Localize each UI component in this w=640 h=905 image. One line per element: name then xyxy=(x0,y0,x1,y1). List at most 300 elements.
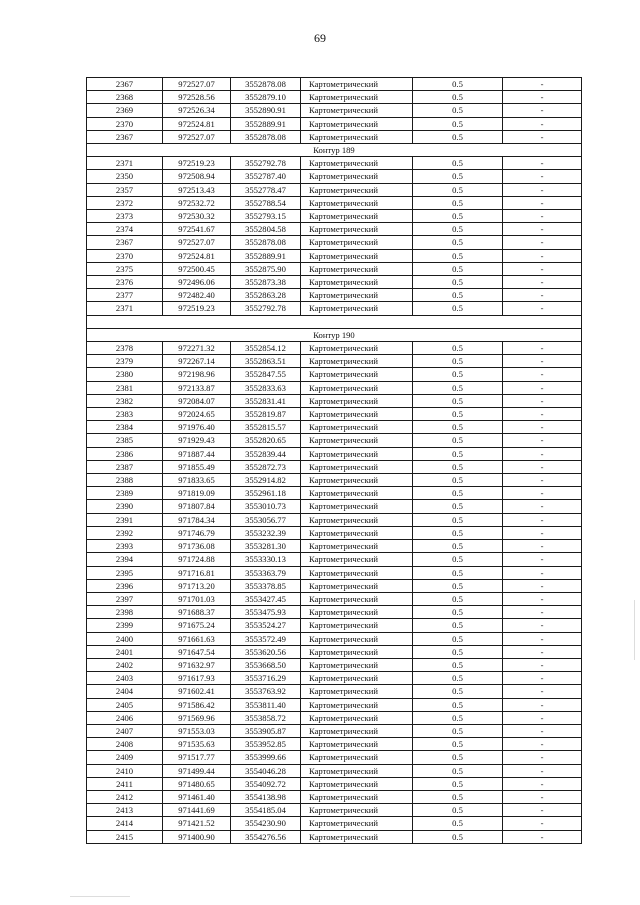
x-coordinate-cell: 972500.45 xyxy=(163,262,231,275)
accuracy-cell: 0.5 xyxy=(413,249,503,262)
x-coordinate-cell: 972528.56 xyxy=(163,91,231,104)
method-cell: Картометрический xyxy=(301,368,413,381)
x-coordinate-cell: 972271.32 xyxy=(163,342,231,355)
note-cell: - xyxy=(503,394,582,407)
method-cell: Картометрический xyxy=(301,130,413,143)
point-number-cell: 2415 xyxy=(87,830,163,843)
point-number-cell: 2372 xyxy=(87,196,163,209)
accuracy-cell: 0.5 xyxy=(413,408,503,421)
point-number-cell: 2357 xyxy=(87,183,163,196)
x-coordinate-cell: 971480.65 xyxy=(163,777,231,790)
accuracy-cell: 0.5 xyxy=(413,632,503,645)
accuracy-cell: 0.5 xyxy=(413,764,503,777)
x-coordinate-cell: 971441.69 xyxy=(163,804,231,817)
point-number-cell: 2391 xyxy=(87,513,163,526)
y-coordinate-cell: 3553668.50 xyxy=(231,658,301,671)
y-coordinate-cell: 3552879.10 xyxy=(231,91,301,104)
y-coordinate-cell: 3552914.82 xyxy=(231,474,301,487)
accuracy-cell: 0.5 xyxy=(413,210,503,223)
note-cell: - xyxy=(503,764,582,777)
accuracy-cell: 0.5 xyxy=(413,526,503,539)
table-row xyxy=(87,579,582,592)
note-cell: - xyxy=(503,513,582,526)
note-cell: - xyxy=(503,262,582,275)
y-coordinate-cell: 3553056.77 xyxy=(231,513,301,526)
table-row xyxy=(87,302,582,315)
x-coordinate-cell: 971746.79 xyxy=(163,526,231,539)
x-coordinate-cell: 971400.90 xyxy=(163,830,231,843)
accuracy-cell: 0.5 xyxy=(413,434,503,447)
y-coordinate-cell: 3553010.73 xyxy=(231,500,301,513)
note-cell: - xyxy=(503,474,582,487)
x-coordinate-cell: 971688.37 xyxy=(163,606,231,619)
note-cell: - xyxy=(503,170,582,183)
point-number-cell: 2392 xyxy=(87,526,163,539)
y-coordinate-cell: 3552854.12 xyxy=(231,342,301,355)
note-cell: - xyxy=(503,553,582,566)
x-coordinate-cell: 971855.49 xyxy=(163,460,231,473)
x-coordinate-cell: 971617.93 xyxy=(163,672,231,685)
note-cell: - xyxy=(503,751,582,764)
x-coordinate-cell: 972496.06 xyxy=(163,276,231,289)
method-cell: Картометрический xyxy=(301,276,413,289)
y-coordinate-cell: 3552788.54 xyxy=(231,196,301,209)
accuracy-cell: 0.5 xyxy=(413,91,503,104)
accuracy-cell: 0.5 xyxy=(413,262,503,275)
method-cell: Картометрический xyxy=(301,500,413,513)
note-cell: - xyxy=(503,526,582,539)
note-cell: - xyxy=(503,78,582,91)
method-cell: Картометрический xyxy=(301,526,413,539)
method-cell: Картометрический xyxy=(301,632,413,645)
method-cell: Картометрический xyxy=(301,804,413,817)
x-coordinate-cell: 971647.54 xyxy=(163,645,231,658)
y-coordinate-cell: 3553716.29 xyxy=(231,672,301,685)
y-coordinate-cell: 3552847.55 xyxy=(231,368,301,381)
point-number-cell: 2370 xyxy=(87,117,163,130)
accuracy-cell: 0.5 xyxy=(413,170,503,183)
point-number-cell: 2384 xyxy=(87,421,163,434)
note-cell: - xyxy=(503,117,582,130)
table-row xyxy=(87,724,582,737)
accuracy-cell: 0.5 xyxy=(413,553,503,566)
point-number-cell: 2368 xyxy=(87,91,163,104)
y-coordinate-cell: 3553811.40 xyxy=(231,698,301,711)
accuracy-cell: 0.5 xyxy=(413,223,503,236)
scan-speck xyxy=(70,896,130,897)
method-cell: Картометрический xyxy=(301,91,413,104)
y-coordinate-cell: 3552793.15 xyxy=(231,210,301,223)
note-cell: - xyxy=(503,183,582,196)
method-cell: Картометрический xyxy=(301,817,413,830)
x-coordinate-cell: 971661.63 xyxy=(163,632,231,645)
point-number-cell: 2393 xyxy=(87,540,163,553)
table-row xyxy=(87,104,582,117)
point-number-cell: 2411 xyxy=(87,777,163,790)
y-coordinate-cell: 3552878.08 xyxy=(231,236,301,249)
x-coordinate-cell: 971675.24 xyxy=(163,619,231,632)
y-coordinate-cell: 3553524.27 xyxy=(231,619,301,632)
table-row xyxy=(87,751,582,764)
note-cell: - xyxy=(503,711,582,724)
accuracy-cell: 0.5 xyxy=(413,276,503,289)
x-coordinate-cell: 971713.20 xyxy=(163,579,231,592)
note-cell: - xyxy=(503,104,582,117)
y-coordinate-cell: 3552804.58 xyxy=(231,223,301,236)
y-coordinate-cell: 3553330.13 xyxy=(231,553,301,566)
y-coordinate-cell: 3552778.47 xyxy=(231,183,301,196)
y-coordinate-cell: 3552820.65 xyxy=(231,434,301,447)
note-cell: - xyxy=(503,672,582,685)
x-coordinate-cell: 971632.97 xyxy=(163,658,231,671)
point-number-cell: 2383 xyxy=(87,408,163,421)
accuracy-cell: 0.5 xyxy=(413,751,503,764)
accuracy-cell: 0.5 xyxy=(413,592,503,605)
accuracy-cell: 0.5 xyxy=(413,381,503,394)
page-number: 69 xyxy=(314,31,326,45)
x-coordinate-cell: 971701.03 xyxy=(163,592,231,605)
y-coordinate-cell: 3552819.87 xyxy=(231,408,301,421)
y-coordinate-cell: 3552878.08 xyxy=(231,78,301,91)
x-coordinate-cell: 971535.63 xyxy=(163,738,231,751)
x-coordinate-cell: 972524.81 xyxy=(163,117,231,130)
method-cell: Картометрический xyxy=(301,249,413,262)
method-cell: Картометрический xyxy=(301,394,413,407)
x-coordinate-cell: 972513.43 xyxy=(163,183,231,196)
y-coordinate-cell: 3552839.44 xyxy=(231,447,301,460)
x-coordinate-cell: 972524.81 xyxy=(163,249,231,262)
method-cell: Картометрический xyxy=(301,289,413,302)
table-row xyxy=(87,249,582,262)
note-cell: - xyxy=(503,210,582,223)
method-cell: Картометрический xyxy=(301,196,413,209)
point-number-cell: 2371 xyxy=(87,302,163,315)
table-row xyxy=(87,342,582,355)
method-cell: Картометрический xyxy=(301,619,413,632)
x-coordinate-cell: 972530.32 xyxy=(163,210,231,223)
point-number-cell: 2406 xyxy=(87,711,163,724)
y-coordinate-cell: 3554230.90 xyxy=(231,817,301,830)
table-row xyxy=(87,381,582,394)
y-coordinate-cell: 3553999.66 xyxy=(231,751,301,764)
coordinates-table xyxy=(86,77,582,844)
accuracy-cell: 0.5 xyxy=(413,183,503,196)
note-cell: - xyxy=(503,447,582,460)
table-row xyxy=(87,526,582,539)
x-coordinate-cell: 971833.65 xyxy=(163,474,231,487)
x-coordinate-cell: 971569.96 xyxy=(163,711,231,724)
note-cell: - xyxy=(503,830,582,843)
method-cell: Картометрический xyxy=(301,764,413,777)
method-cell: Картометрический xyxy=(301,460,413,473)
note-cell: - xyxy=(503,777,582,790)
accuracy-cell: 0.5 xyxy=(413,804,503,817)
table-row xyxy=(87,553,582,566)
y-coordinate-cell: 3552792.78 xyxy=(231,157,301,170)
note-cell: - xyxy=(503,724,582,737)
table-row xyxy=(87,487,582,500)
y-coordinate-cell: 3553952.85 xyxy=(231,738,301,751)
y-coordinate-cell: 3553232.39 xyxy=(231,526,301,539)
method-cell: Картометрический xyxy=(301,104,413,117)
method-cell: Картометрический xyxy=(301,210,413,223)
accuracy-cell: 0.5 xyxy=(413,474,503,487)
point-number-cell: 2399 xyxy=(87,619,163,632)
accuracy-cell: 0.5 xyxy=(413,513,503,526)
x-coordinate-cell: 971736.08 xyxy=(163,540,231,553)
y-coordinate-cell: 3552878.08 xyxy=(231,130,301,143)
table-row xyxy=(87,619,582,632)
x-coordinate-cell: 971976.40 xyxy=(163,421,231,434)
y-coordinate-cell: 3552833.63 xyxy=(231,381,301,394)
note-cell: - xyxy=(503,276,582,289)
table-row xyxy=(87,276,582,289)
method-cell: Картометрический xyxy=(301,236,413,249)
accuracy-cell: 0.5 xyxy=(413,685,503,698)
note-cell: - xyxy=(503,249,582,262)
note-cell: - xyxy=(503,685,582,698)
point-number-cell: 2398 xyxy=(87,606,163,619)
point-number-cell: 2382 xyxy=(87,394,163,407)
table-row xyxy=(87,804,582,817)
table-row xyxy=(87,592,582,605)
note-cell: - xyxy=(503,566,582,579)
note-cell: - xyxy=(503,579,582,592)
accuracy-cell: 0.5 xyxy=(413,196,503,209)
method-cell: Картометрический xyxy=(301,579,413,592)
table-row xyxy=(87,236,582,249)
point-number-cell: 2378 xyxy=(87,342,163,355)
point-number-cell: 2370 xyxy=(87,249,163,262)
table-row xyxy=(87,474,582,487)
table-row xyxy=(87,289,582,302)
x-coordinate-cell: 972519.23 xyxy=(163,157,231,170)
y-coordinate-cell: 3553363.79 xyxy=(231,566,301,579)
accuracy-cell: 0.5 xyxy=(413,289,503,302)
note-cell: - xyxy=(503,342,582,355)
contour-header-row xyxy=(87,144,582,157)
note-cell: - xyxy=(503,460,582,473)
table-row xyxy=(87,460,582,473)
point-number-cell: 2409 xyxy=(87,751,163,764)
note-cell: - xyxy=(503,592,582,605)
note-cell: - xyxy=(503,632,582,645)
y-coordinate-cell: 3552792.78 xyxy=(231,302,301,315)
point-number-cell: 2389 xyxy=(87,487,163,500)
point-number-cell: 2401 xyxy=(87,645,163,658)
x-coordinate-cell: 971461.40 xyxy=(163,790,231,803)
accuracy-cell: 0.5 xyxy=(413,579,503,592)
note-cell: - xyxy=(503,236,582,249)
y-coordinate-cell: 3552875.90 xyxy=(231,262,301,275)
note-cell: - xyxy=(503,223,582,236)
point-number-cell: 2407 xyxy=(87,724,163,737)
point-number-cell: 2412 xyxy=(87,790,163,803)
note-cell: - xyxy=(503,355,582,368)
table-row xyxy=(87,566,582,579)
table-row xyxy=(87,170,582,183)
note-cell: - xyxy=(503,606,582,619)
table-row xyxy=(87,262,582,275)
x-coordinate-cell: 971553.03 xyxy=(163,724,231,737)
x-coordinate-cell: 972024.65 xyxy=(163,408,231,421)
y-coordinate-cell: 3553427.45 xyxy=(231,592,301,605)
accuracy-cell: 0.5 xyxy=(413,777,503,790)
note-cell: - xyxy=(503,196,582,209)
note-cell: - xyxy=(503,790,582,803)
point-number-cell: 2380 xyxy=(87,368,163,381)
note-cell: - xyxy=(503,540,582,553)
table-row xyxy=(87,91,582,104)
x-coordinate-cell: 971716.81 xyxy=(163,566,231,579)
y-coordinate-cell: 3552863.28 xyxy=(231,289,301,302)
table-row xyxy=(87,196,582,209)
method-cell: Картометрический xyxy=(301,540,413,553)
method-cell: Картометрический xyxy=(301,157,413,170)
accuracy-cell: 0.5 xyxy=(413,672,503,685)
x-coordinate-cell: 971602.41 xyxy=(163,685,231,698)
x-coordinate-cell: 971499.44 xyxy=(163,764,231,777)
accuracy-cell: 0.5 xyxy=(413,566,503,579)
note-cell: - xyxy=(503,658,582,671)
accuracy-cell: 0.5 xyxy=(413,236,503,249)
x-coordinate-cell: 971724.88 xyxy=(163,553,231,566)
method-cell: Картометрический xyxy=(301,421,413,434)
method-cell: Картометрический xyxy=(301,183,413,196)
x-coordinate-cell: 971929.43 xyxy=(163,434,231,447)
x-coordinate-cell: 972133.87 xyxy=(163,381,231,394)
method-cell: Картометрический xyxy=(301,78,413,91)
y-coordinate-cell: 3552889.91 xyxy=(231,249,301,262)
x-coordinate-cell: 971807.84 xyxy=(163,500,231,513)
method-cell: Картометрический xyxy=(301,592,413,605)
scan-speck xyxy=(634,600,635,660)
table-row xyxy=(87,500,582,513)
accuracy-cell: 0.5 xyxy=(413,117,503,130)
x-coordinate-cell: 972084.07 xyxy=(163,394,231,407)
table-row xyxy=(87,698,582,711)
note-cell: - xyxy=(503,408,582,421)
point-number-cell: 2381 xyxy=(87,381,163,394)
note-cell: - xyxy=(503,157,582,170)
x-coordinate-cell: 971887.44 xyxy=(163,447,231,460)
y-coordinate-cell: 3554046.28 xyxy=(231,764,301,777)
table-row xyxy=(87,606,582,619)
note-cell: - xyxy=(503,645,582,658)
accuracy-cell: 0.5 xyxy=(413,302,503,315)
method-cell: Картометрический xyxy=(301,751,413,764)
accuracy-cell: 0.5 xyxy=(413,130,503,143)
point-number-cell: 2394 xyxy=(87,553,163,566)
x-coordinate-cell: 971421.52 xyxy=(163,817,231,830)
table-row xyxy=(87,764,582,777)
accuracy-cell: 0.5 xyxy=(413,104,503,117)
y-coordinate-cell: 3552961.18 xyxy=(231,487,301,500)
table-row xyxy=(87,685,582,698)
contour-title: Контур 189 xyxy=(87,144,582,157)
method-cell: Картометрический xyxy=(301,355,413,368)
table-row xyxy=(87,408,582,421)
point-number-cell: 2395 xyxy=(87,566,163,579)
method-cell: Картометрический xyxy=(301,117,413,130)
y-coordinate-cell: 3552863.51 xyxy=(231,355,301,368)
accuracy-cell: 0.5 xyxy=(413,711,503,724)
accuracy-cell: 0.5 xyxy=(413,724,503,737)
y-coordinate-cell: 3552815.57 xyxy=(231,421,301,434)
table-row xyxy=(87,368,582,381)
note-cell: - xyxy=(503,421,582,434)
accuracy-cell: 0.5 xyxy=(413,698,503,711)
note-cell: - xyxy=(503,817,582,830)
method-cell: Картометрический xyxy=(301,487,413,500)
y-coordinate-cell: 3553281.30 xyxy=(231,540,301,553)
blank-cell xyxy=(87,315,582,328)
x-coordinate-cell: 971784.34 xyxy=(163,513,231,526)
accuracy-cell: 0.5 xyxy=(413,658,503,671)
note-cell: - xyxy=(503,434,582,447)
accuracy-cell: 0.5 xyxy=(413,738,503,751)
method-cell: Картометрический xyxy=(301,342,413,355)
method-cell: Картометрический xyxy=(301,447,413,460)
accuracy-cell: 0.5 xyxy=(413,342,503,355)
table-row xyxy=(87,421,582,434)
accuracy-cell: 0.5 xyxy=(413,78,503,91)
point-number-cell: 2376 xyxy=(87,276,163,289)
method-cell: Картометрический xyxy=(301,262,413,275)
method-cell: Картометрический xyxy=(301,223,413,236)
x-coordinate-cell: 972482.40 xyxy=(163,289,231,302)
y-coordinate-cell: 3553620.56 xyxy=(231,645,301,658)
y-coordinate-cell: 3554092.72 xyxy=(231,777,301,790)
point-number-cell: 2367 xyxy=(87,236,163,249)
y-coordinate-cell: 3552831.41 xyxy=(231,394,301,407)
table-row xyxy=(87,78,582,91)
table-row xyxy=(87,658,582,671)
x-coordinate-cell: 972541.67 xyxy=(163,223,231,236)
point-number-cell: 2388 xyxy=(87,474,163,487)
x-coordinate-cell: 971819.09 xyxy=(163,487,231,500)
y-coordinate-cell: 3554185.04 xyxy=(231,804,301,817)
point-number-cell: 2405 xyxy=(87,698,163,711)
x-coordinate-cell: 972527.07 xyxy=(163,130,231,143)
y-coordinate-cell: 3553858.72 xyxy=(231,711,301,724)
note-cell: - xyxy=(503,91,582,104)
point-number-cell: 2367 xyxy=(87,130,163,143)
method-cell: Картометрический xyxy=(301,474,413,487)
point-number-cell: 2390 xyxy=(87,500,163,513)
table-row xyxy=(87,130,582,143)
point-number-cell: 2369 xyxy=(87,104,163,117)
y-coordinate-cell: 3553475.93 xyxy=(231,606,301,619)
note-cell: - xyxy=(503,738,582,751)
method-cell: Картометрический xyxy=(301,408,413,421)
point-number-cell: 2403 xyxy=(87,672,163,685)
y-coordinate-cell: 3553905.87 xyxy=(231,724,301,737)
note-cell: - xyxy=(503,698,582,711)
table-row xyxy=(87,355,582,368)
method-cell: Картометрический xyxy=(301,738,413,751)
point-number-cell: 2350 xyxy=(87,170,163,183)
accuracy-cell: 0.5 xyxy=(413,540,503,553)
point-number-cell: 2397 xyxy=(87,592,163,605)
point-number-cell: 2375 xyxy=(87,262,163,275)
point-number-cell: 2385 xyxy=(87,434,163,447)
table-row xyxy=(87,672,582,685)
table-row xyxy=(87,157,582,170)
table-row xyxy=(87,711,582,724)
method-cell: Картометрический xyxy=(301,513,413,526)
x-coordinate-cell: 972198.96 xyxy=(163,368,231,381)
